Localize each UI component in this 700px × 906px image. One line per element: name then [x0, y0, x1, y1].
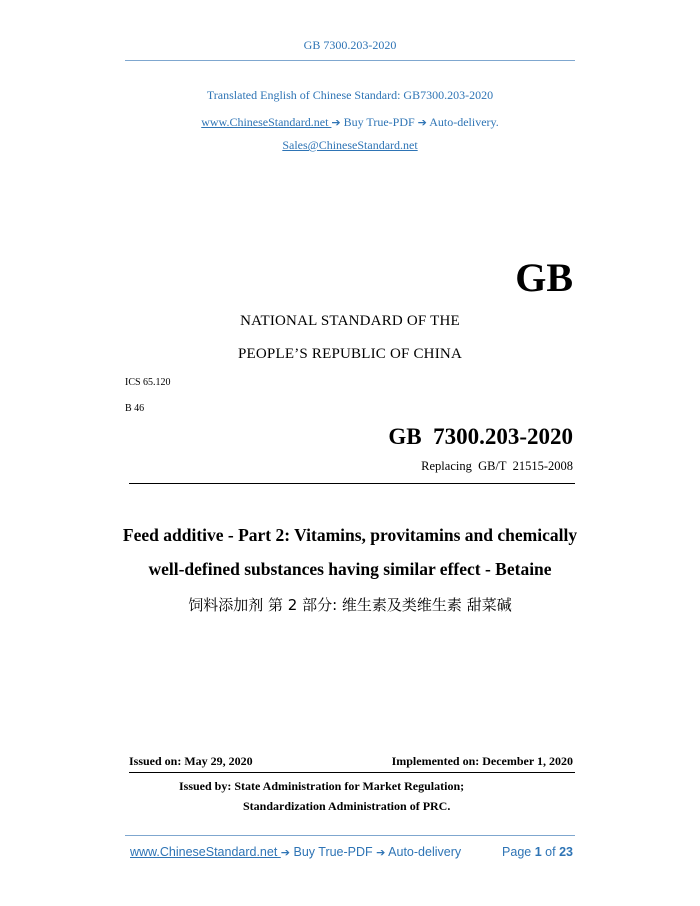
issued-by-line1: Issued by: State Administration for Market Regulation;: [179, 779, 465, 793]
national-standard-line2: PEOPLE’S REPUBLIC OF CHINA: [238, 346, 462, 362]
title-line1: Feed additive - Part 2: Vitamins, provitamins and chemically: [122, 525, 578, 545]
gb-mark: GB: [515, 255, 573, 300]
footer-delivery-text: Auto-delivery: [388, 845, 462, 859]
header-divider: [125, 60, 575, 61]
page-current: 1: [534, 845, 542, 859]
title-line2: well-defined substances having similar effect - Betaine: [148, 559, 552, 579]
page-label: Page: [502, 845, 532, 859]
translation-notice: Translated English of Chinese Standard: GB7300.203-2020: [206, 88, 494, 102]
buy-true-pdf-text: Buy True-PDF: [343, 115, 415, 129]
footer-divider: [125, 835, 575, 836]
standard-number: GB 7300.203-2020: [388, 424, 573, 449]
email-line: [0, 138, 700, 153]
site-link[interactable]: www.ChineseStandard.net: [201, 115, 332, 129]
implemented-on: Implemented on: December 1, 2020: [391, 754, 573, 768]
dates-divider: [129, 772, 575, 773]
footer-purchase-line: [130, 845, 461, 859]
right-arrow-icon: ➔: [376, 846, 386, 859]
national-standard-line1: NATIONAL STANDARD OF THE: [240, 313, 460, 329]
page-indicator: [502, 845, 573, 859]
sales-email-link[interactable]: Sales@ChineseStandard.net: [282, 138, 418, 152]
running-header: GB 7300.203-2020: [303, 38, 397, 52]
classification-code: B 46: [125, 403, 145, 414]
auto-delivery-text: Auto-delivery.: [429, 115, 499, 129]
footer-site-link[interactable]: www.ChineseStandard.net: [130, 845, 281, 859]
right-arrow-icon: ➔: [280, 846, 290, 859]
footer-buy-text: Buy True-PDF: [293, 845, 373, 859]
ics-code: ICS 65.120: [125, 377, 171, 388]
right-arrow-icon: ➔: [331, 116, 341, 129]
title-divider: [129, 483, 575, 484]
issued-on: Issued on: May 29, 2020: [129, 754, 253, 768]
page-total: 23: [559, 845, 573, 859]
issued-by-line2: Standardization Administration of PRC.: [243, 799, 451, 813]
purchase-line: [0, 115, 700, 130]
page-of: of: [545, 845, 556, 859]
title-chinese: 饲料添加剂 第 2 部分: 维生素及类维生素 甜菜碱: [188, 596, 512, 614]
replacing-note: Replacing GB/T 21515-2008: [421, 459, 573, 473]
right-arrow-icon: ➔: [417, 116, 427, 129]
